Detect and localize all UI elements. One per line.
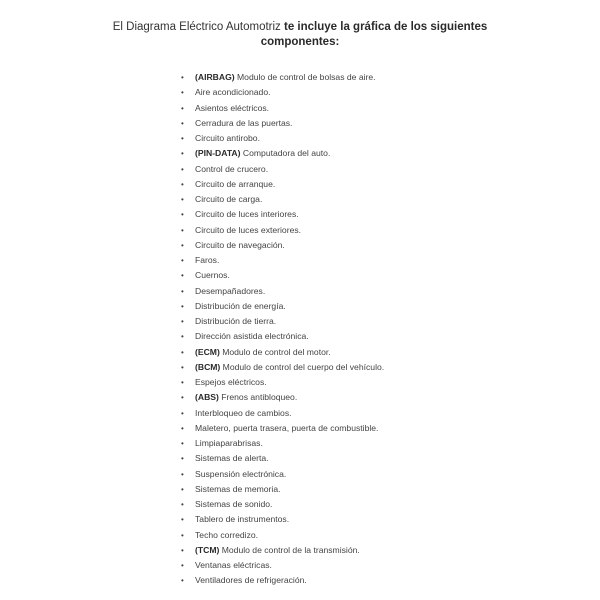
item-text: Techo corredizo. (195, 529, 259, 540)
bullet-icon: • (181, 515, 184, 525)
item-text: Sistemas de alerta. (195, 453, 269, 464)
list-item (181, 573, 384, 588)
item-text: Faros. (195, 255, 220, 265)
bullet-icon: • (181, 484, 184, 494)
bullet-icon: • (181, 240, 184, 250)
item-text: Frenos antibloqueo. (218, 392, 298, 403)
list-item (181, 284, 384, 299)
list-item (181, 375, 384, 390)
bullet-icon: • (181, 149, 184, 159)
list-item (181, 85, 384, 100)
item-text: Modulo de control de la transmisión. (219, 544, 360, 555)
item-text: Computadora del auto. (240, 148, 331, 159)
list-item (181, 543, 384, 558)
list-item (181, 116, 384, 131)
item-text: Aire acondicionado. (195, 87, 271, 98)
item-text: Maletero, puerta trasera, puerta de combustible. (195, 422, 379, 433)
item-abbreviation: (AIRBAG) (195, 72, 235, 82)
list-item (181, 329, 384, 344)
item-text: Suspensión electrónica. (195, 468, 287, 479)
item-text: Modulo de control de bolsas de aire. (234, 72, 376, 82)
item-text: Asientos eléctricos. (195, 102, 270, 113)
component-list (181, 70, 384, 589)
bullet-icon: • (181, 545, 184, 555)
bullet-icon: • (181, 561, 184, 570)
list-item (181, 345, 384, 360)
bullet-icon: • (181, 225, 184, 235)
item-text: Circuito de luces exteriores. (195, 224, 302, 235)
bullet-icon: • (181, 256, 184, 265)
bullet-icon: • (181, 332, 184, 342)
item-text: Cerradura de las puertas. (195, 117, 293, 128)
bullet-icon: • (181, 88, 184, 98)
list-item (181, 162, 384, 177)
item-text: Distribución de tierra. (195, 316, 277, 326)
item-text: Interbloqueo de cambios. (195, 407, 292, 418)
item-text: Dirección asistida electrónica. (195, 331, 309, 342)
bullet-icon: • (181, 347, 184, 357)
bullet-icon: • (181, 362, 184, 372)
bullet-icon: • (181, 393, 184, 403)
item-text: Circuito antirobo. (195, 133, 260, 143)
bullet-icon: • (181, 134, 184, 143)
list-item (181, 482, 384, 497)
list-item (181, 253, 384, 268)
list-item (181, 497, 384, 512)
bullet-icon: • (181, 271, 184, 281)
bullet-icon: • (181, 454, 184, 464)
list-item (181, 512, 384, 527)
item-abbreviation: (PIN-DATA) (195, 148, 241, 159)
item-text: Cuernos. (195, 270, 230, 281)
item-text: Sistemas de memoria. (195, 483, 281, 494)
list-item (181, 360, 384, 375)
list-item (181, 467, 384, 482)
list-item (181, 436, 384, 451)
list-item (181, 223, 384, 238)
bullet-icon: • (181, 301, 184, 311)
heading-normal-text: El Diagrama Eléctrico Automotriz (112, 21, 285, 33)
list-item (181, 101, 384, 116)
bullet-icon: • (181, 530, 184, 540)
list-item (181, 390, 384, 405)
bullet-icon: • (181, 179, 184, 189)
item-abbreviation: (BCM) (195, 361, 221, 372)
item-text: Distribución de energía. (195, 300, 286, 311)
item-abbreviation: (ECM) (195, 346, 220, 357)
item-text: Control de crucero. (195, 163, 269, 174)
item-text: Desempañadores. (195, 285, 266, 296)
item-text: Espejos eléctricos. (195, 377, 267, 387)
item-text: Circuito de navegación. (195, 239, 285, 250)
page-heading (100, 20, 500, 50)
item-text: Modulo de control del motor. (219, 346, 331, 357)
list-item (181, 558, 384, 573)
list-item (181, 528, 384, 543)
bullet-icon: • (181, 500, 184, 509)
list-item (181, 406, 384, 421)
item-text: Tablero de instrumentos. (195, 514, 290, 525)
bullet-icon: • (181, 408, 184, 418)
list-item (181, 70, 384, 85)
item-text: Circuito de carga. (195, 194, 263, 204)
bullet-icon: • (181, 164, 184, 174)
item-text: Circuito de luces interiores. (195, 209, 299, 220)
list-item (181, 131, 384, 146)
list-item (181, 299, 384, 314)
bullet-icon: • (181, 118, 184, 128)
item-text: Limpiaparabrisas. (195, 438, 263, 448)
list-item (181, 451, 384, 466)
list-item (181, 268, 384, 283)
list-item (181, 314, 384, 329)
list-item (181, 421, 384, 436)
bullet-icon: • (181, 103, 184, 113)
bullet-icon: • (181, 317, 184, 326)
list-item (181, 207, 384, 222)
bullet-icon: • (181, 73, 184, 82)
item-text: Ventanas eléctricas. (195, 560, 272, 570)
bullet-icon: • (181, 286, 184, 296)
list-item (181, 146, 384, 161)
item-text: Ventiladores de refrigeración. (195, 575, 307, 586)
item-text: Modulo de control del cuerpo del vehículo. (220, 361, 385, 372)
bullet-icon: • (181, 439, 184, 448)
item-abbreviation: (TCM) (195, 544, 220, 555)
bullet-icon: • (181, 469, 184, 479)
item-text: Sistemas de sonido. (195, 499, 273, 509)
bullet-icon: • (181, 195, 184, 204)
item-text: Circuito de arranque. (195, 178, 276, 189)
list-item (181, 238, 384, 253)
bullet-icon: • (181, 576, 184, 586)
bullet-icon: • (181, 210, 184, 220)
item-abbreviation: (ABS) (195, 392, 219, 403)
bullet-icon: • (181, 423, 184, 433)
list-item (181, 192, 384, 207)
list-item (181, 177, 384, 192)
bullet-icon: • (181, 378, 184, 387)
heading-bold-text: te incluye la gráfica de los siguientes componentes: (260, 21, 488, 48)
